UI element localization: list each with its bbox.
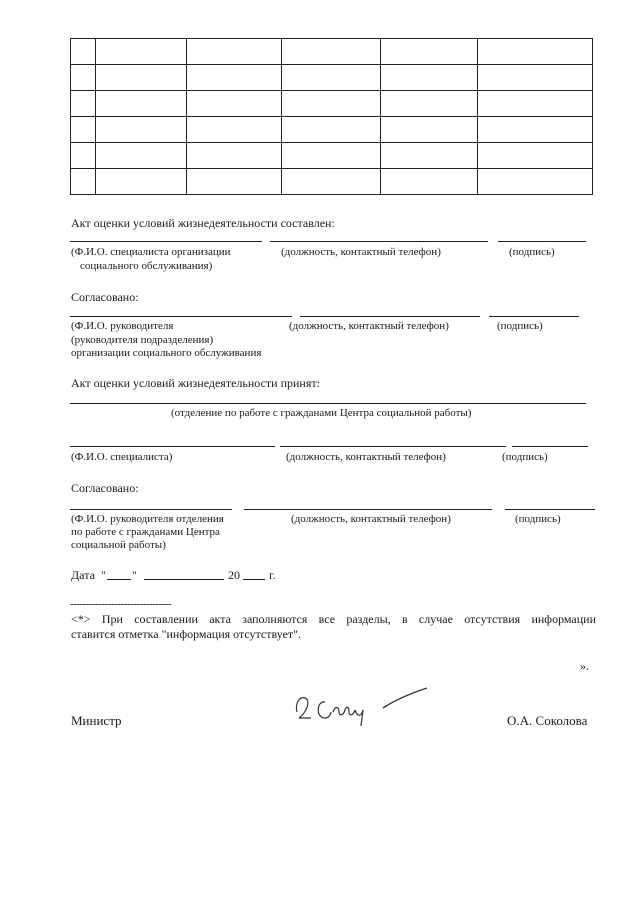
- table-cell: [96, 39, 187, 65]
- act-accepted-department-caption: (отделение по работе с гражданами Центра социальной работы): [171, 407, 472, 419]
- table-cell: [187, 117, 282, 143]
- agreed-1-fio-line: [70, 316, 292, 317]
- agreed-2-position-line: [244, 509, 492, 510]
- table-row: [71, 65, 593, 91]
- agreed-1-fio-caption-2: (руководителя подразделения): [71, 334, 214, 346]
- agreed-2-fio-caption-3: социальной работы): [71, 539, 166, 551]
- date-month-blank: [144, 579, 224, 580]
- date-year-prefix: 20: [228, 568, 240, 582]
- agreed-1-position-line: [300, 316, 480, 317]
- signatory-name: О.А. Соколова: [507, 713, 588, 728]
- act-accepted-position-caption: (должность, контактный телефон): [286, 451, 446, 463]
- agreed-2-fio-line: [70, 509, 232, 510]
- table-cell: [282, 169, 381, 195]
- agreed-2-signature-line: [505, 509, 595, 510]
- table-cell: [71, 39, 96, 65]
- date-label: Дата: [71, 568, 95, 582]
- table-cell: [282, 65, 381, 91]
- act-accepted-fio-caption: (Ф.И.О. специалиста): [71, 451, 173, 463]
- act-compiled-fio-caption-2: социального обслуживания): [80, 260, 213, 272]
- table-cell: [381, 91, 478, 117]
- date-year-blank: [243, 579, 265, 580]
- agreed-1-position-caption: (должность, контактный телефон): [289, 320, 449, 332]
- date-day-open-quote: ": [101, 568, 106, 582]
- table-cell: [187, 39, 282, 65]
- agreed-1-signature-line: [489, 316, 579, 317]
- table-cell: [381, 39, 478, 65]
- act-compiled-fio-line: [70, 241, 262, 242]
- table-cell: [71, 117, 96, 143]
- table-cell: [96, 143, 187, 169]
- footnote-text-1: <*> При составлении акта заполняются все разделы, в случае отсутствия информации: [71, 612, 596, 626]
- table-cell: [187, 91, 282, 117]
- table-cell: [282, 91, 381, 117]
- table-row: [71, 117, 593, 143]
- agreed-2-fio-caption-2: по работе с гражданами Центра: [71, 526, 220, 538]
- agreed-1-fio-caption-3: организации социального обслуживания: [71, 347, 262, 359]
- act-compiled-fio-caption: (Ф.И.О. специалиста организации: [71, 246, 231, 258]
- date-year-suffix: г.: [269, 568, 276, 582]
- handwritten-signature: [285, 682, 435, 732]
- assessment-table: [70, 38, 593, 195]
- table-cell: [71, 91, 96, 117]
- agreed-2-signature-caption: (подпись): [515, 513, 561, 525]
- agreed-1-fio-caption: (Ф.И.О. руководителя: [71, 320, 174, 332]
- act-accepted-fio-line: [70, 446, 275, 447]
- table-cell: [96, 117, 187, 143]
- agreed-1-signature-caption: (подпись): [497, 320, 543, 332]
- act-accepted-heading: Акт оценки условий жизнедеятельности принят:: [71, 376, 320, 390]
- table-cell: [282, 39, 381, 65]
- table-cell: [96, 65, 187, 91]
- table-cell: [71, 143, 96, 169]
- table-cell: [381, 143, 478, 169]
- table-row: [71, 169, 593, 195]
- table-cell: [187, 143, 282, 169]
- act-compiled-position-line: [270, 241, 488, 242]
- table-cell: [381, 117, 478, 143]
- table-row: [71, 39, 593, 65]
- table-cell: [381, 169, 478, 195]
- act-compiled-heading: Акт оценки условий жизнедеятельности составлен:: [71, 216, 335, 230]
- agreed-1-heading: Согласовано:: [71, 290, 139, 304]
- table-cell: [71, 169, 96, 195]
- date-day-blank: [107, 579, 131, 580]
- table-cell: [187, 169, 282, 195]
- act-compiled-signature-line: [498, 241, 586, 242]
- date-day-close-quote: ": [132, 568, 137, 582]
- table-cell: [478, 65, 593, 91]
- act-accepted-position-line: [280, 446, 506, 447]
- table-row: [71, 91, 593, 117]
- agreed-2-heading: Согласовано:: [71, 481, 139, 495]
- agreed-2-fio-caption: (Ф.И.О. руководителя отделения: [71, 513, 224, 525]
- footnote-text-2: ставится отметка "информация отсутствует".: [71, 627, 302, 641]
- act-compiled-signature-caption: (подпись): [509, 246, 555, 258]
- table-row: [71, 143, 593, 169]
- agreed-2-position-caption: (должность, контактный телефон): [291, 513, 451, 525]
- act-accepted-signature-caption: (подпись): [502, 451, 548, 463]
- table-cell: [478, 91, 593, 117]
- signatory-title: Министр: [71, 713, 122, 728]
- act-accepted-department-line: [70, 403, 586, 404]
- act-accepted-signature-line: [512, 446, 588, 447]
- act-compiled-position-caption: (должность, контактный телефон): [281, 246, 441, 258]
- table-cell: [478, 117, 593, 143]
- table-cell: [478, 143, 593, 169]
- table-cell: [187, 65, 282, 91]
- table-cell: [96, 169, 187, 195]
- table-cell: [282, 117, 381, 143]
- table-cell: [478, 169, 593, 195]
- table-cell: [96, 91, 187, 117]
- closing-quote-mark: ».: [580, 659, 589, 673]
- table-cell: [381, 65, 478, 91]
- footnote-separator: --------------------------------: [70, 598, 172, 610]
- table-cell: [71, 65, 96, 91]
- table-cell: [282, 143, 381, 169]
- table-cell: [478, 39, 593, 65]
